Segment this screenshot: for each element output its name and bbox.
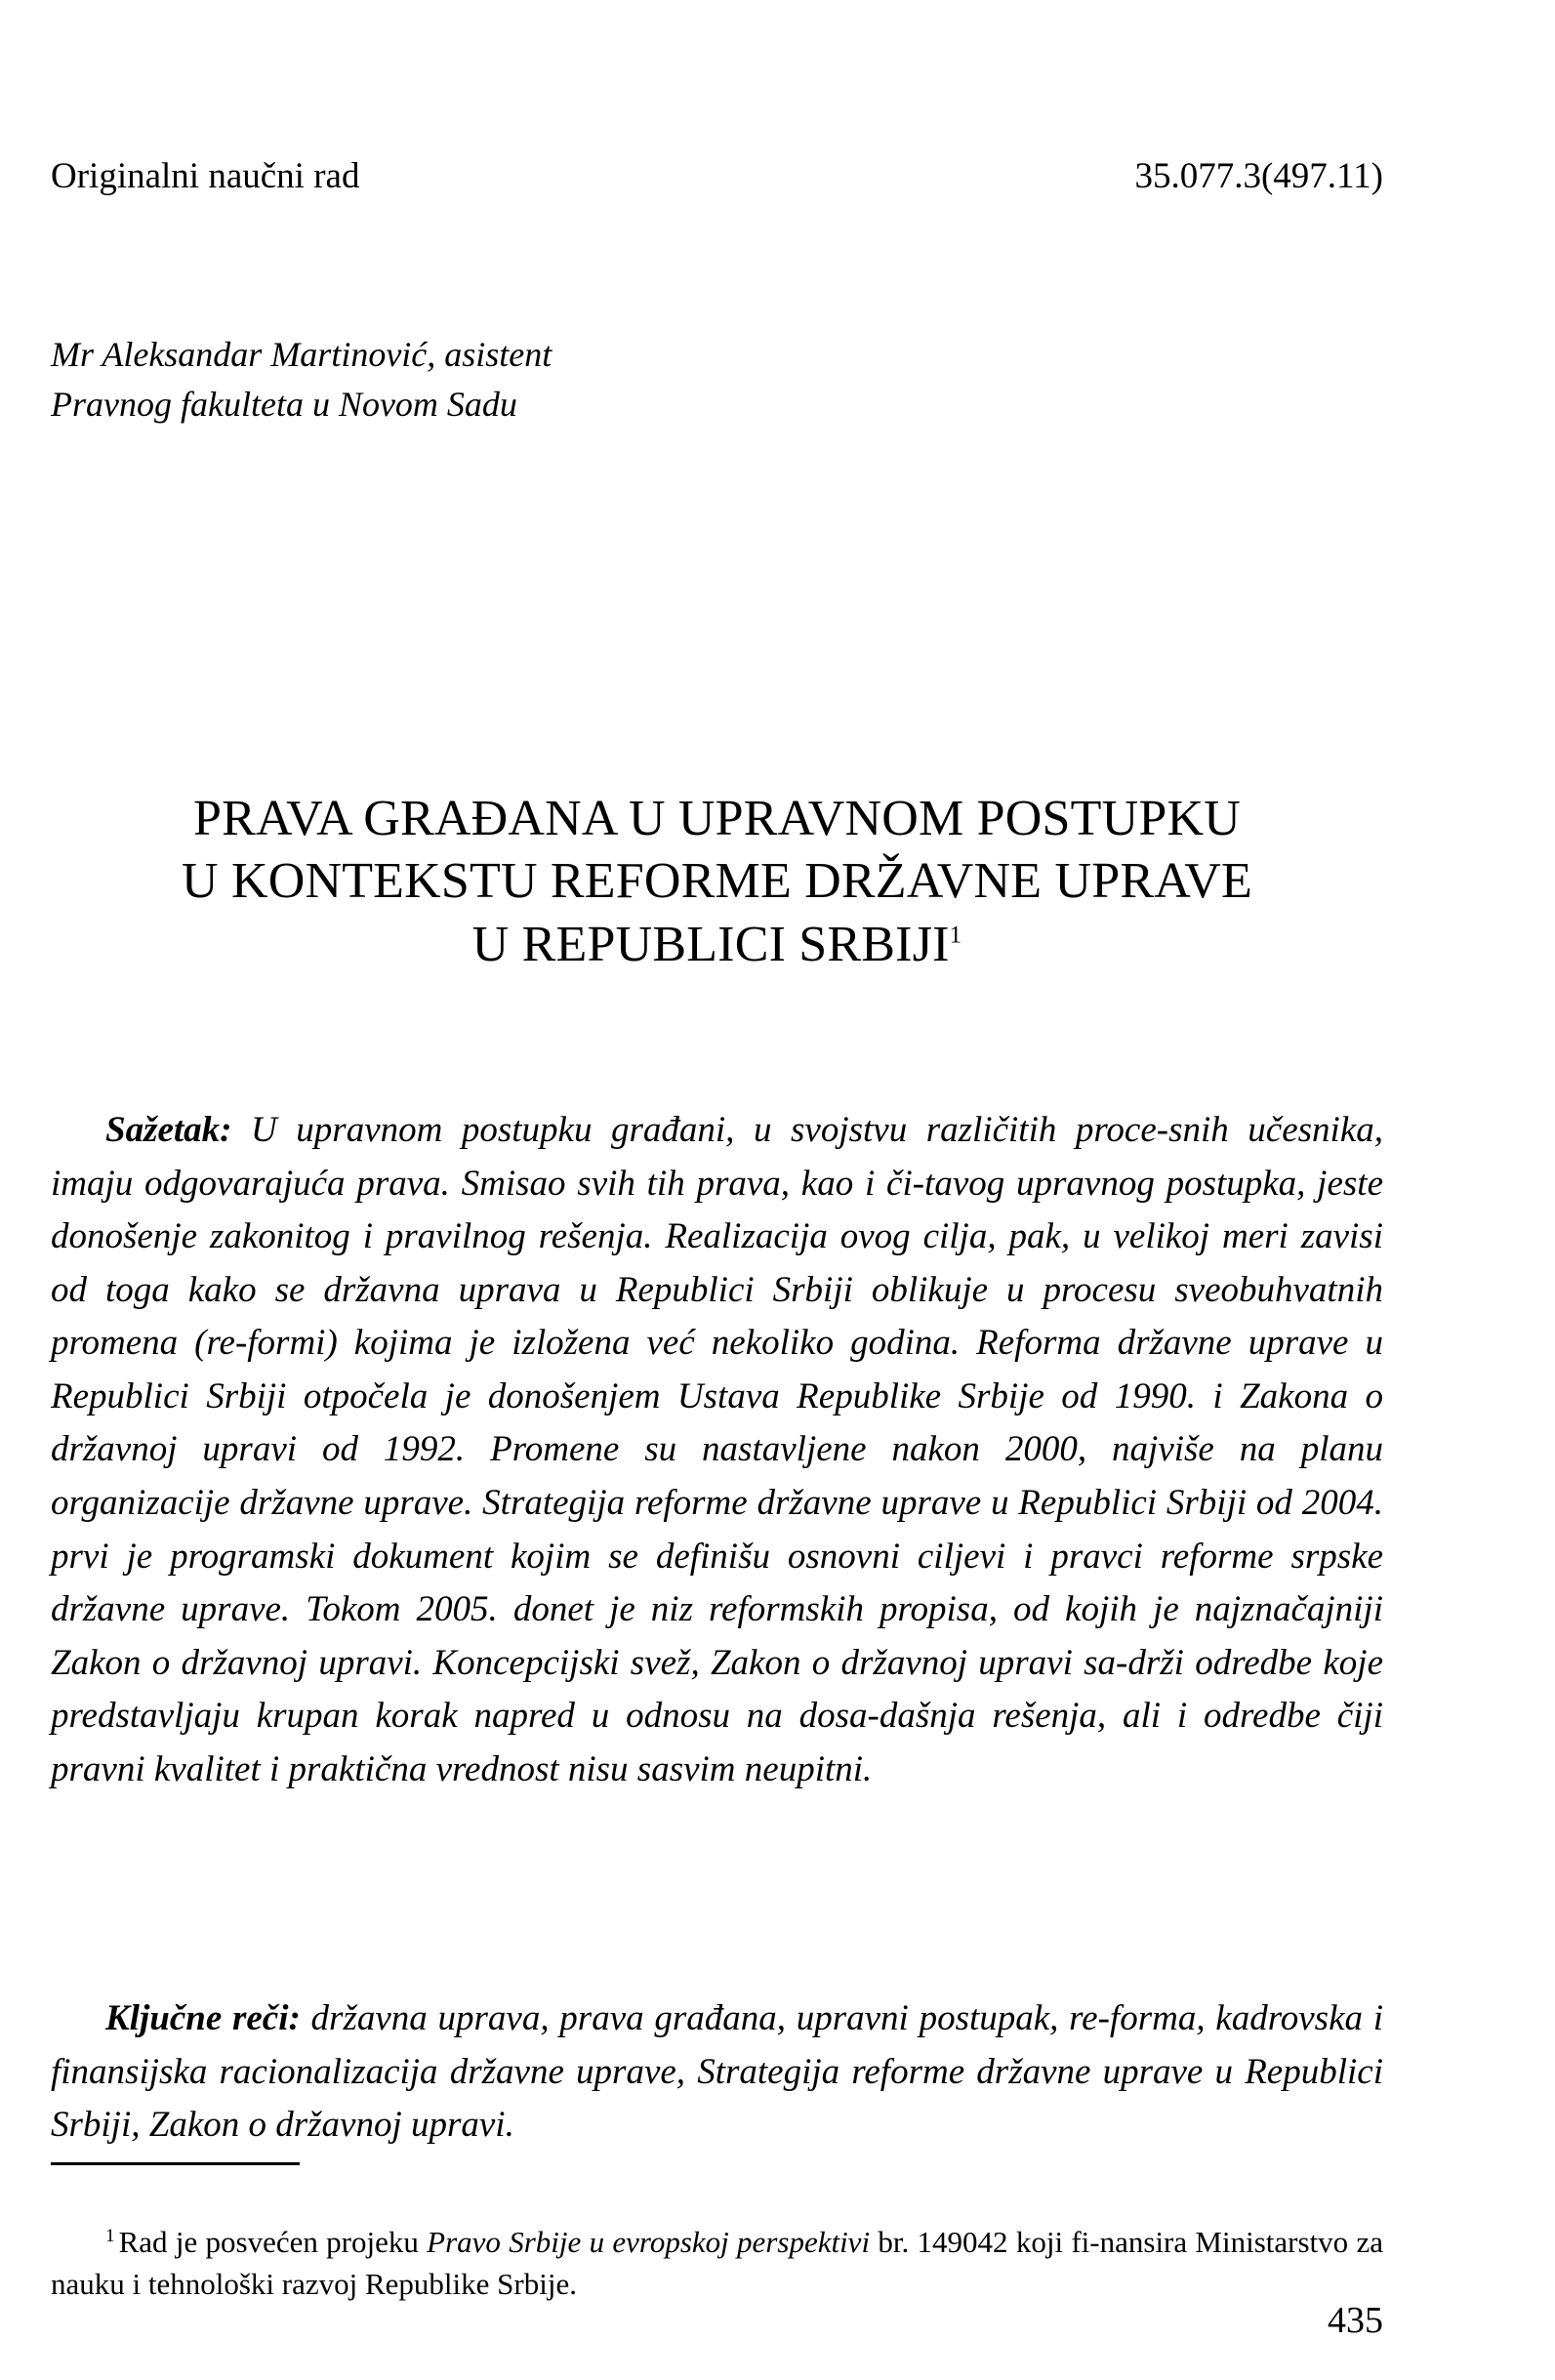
author-name: Mr Aleksandar Martinović, asistent (51, 335, 552, 374)
title-line-3-wrapper (51, 914, 1383, 976)
page-number: 435 (1328, 2300, 1383, 2341)
footnote-marker: 1 (105, 2225, 115, 2246)
article-type-label: Originalni naučni rad (51, 156, 360, 196)
footnote-project-title: Pravo Srbije u evropskoj perspektivi (427, 2225, 871, 2259)
abstract-text: U upravnom postupku građani, u svojstvu različitih proce-snih učesnika, imaju odgovarajuća prava. Smisao svih tih prava, kao i či-tavog upravnog postupka, jeste donošenje zakonitog i pravilnog rešenja. Realizacija ovog cilja, pak, u velikoj meri zavisi od toga kako se državna uprava u Republici Srbiji oblikuje u procesu sveobuhvatnih promena (re-formi) kojima je izložena već nekoliko godina. Reforma državne uprave u Republici Srbiji otpočela je donošenjem Ustava Republike Srbije od 1990. i Zakona o državnoj upravi od 1992. Promene su nastavljene nakon 2000, najviše na planu organizacije državne uprave. Strategija reforme državne uprave u Republici Srbiji od 2004. prvi je programski dokument kojim se definišu osnovni ciljevi i pravci reforme srpske državne uprave. Tokom 2005. donet je niz reformskih propisa, od kojih je najznačajniji Zakon o državnoj upravi. Koncepcijski svež, Zakon o državnoj upravi sa-drži odredbe koje predstavljaju krupan korak napred u odnosu na dosa-dašnja rešenja, ali i odredbe čiji pravni kvalitet i praktična vrednost nisu sasvim neupitni. (51, 1110, 1383, 1789)
author-affiliation: Pravnog fakulteta u Novom Sadu (51, 385, 517, 425)
abstract-paragraph (51, 1104, 1383, 1796)
footnote-text-after: br. 149042 koji fi-nansira Ministarstvo za nauku i tehnološki razvoj Republike Srbije. (51, 2225, 1383, 2302)
footnote-paragraph (51, 2221, 1383, 2306)
page-title (51, 788, 1383, 976)
header-row (51, 154, 1383, 199)
title-line-1: PRAVA GRAĐANA U UPRAVNOM POSTUPKU (193, 790, 1241, 846)
footnote-text-before: Rad je posvećen projeku (118, 2225, 428, 2259)
author-block (51, 330, 1222, 430)
keywords-label: Ključne reči: (105, 1998, 301, 2038)
title-footnote-marker: 1 (949, 922, 962, 949)
keywords-text: državna uprava, prava građana, upravni postupak, re-forma, kadrovska i finansijska racionalizacija državne uprave, Strategija reforme državne uprave u Republici Srbiji, Zakon o državnoj upravi. (51, 1998, 1383, 2146)
udc-classification-number: 35.077.3(497.11) (1134, 156, 1383, 196)
footnote-separator-rule (51, 2162, 300, 2165)
abstract-label: Sažetak: (105, 1110, 232, 1150)
title-line-3: U REPUBLICI SRBIJI (471, 916, 950, 972)
title-line-2: U KONTEKSTU REFORME DRŽAVNE UPRAVE (182, 853, 1252, 910)
keywords-paragraph (51, 1992, 1383, 2153)
